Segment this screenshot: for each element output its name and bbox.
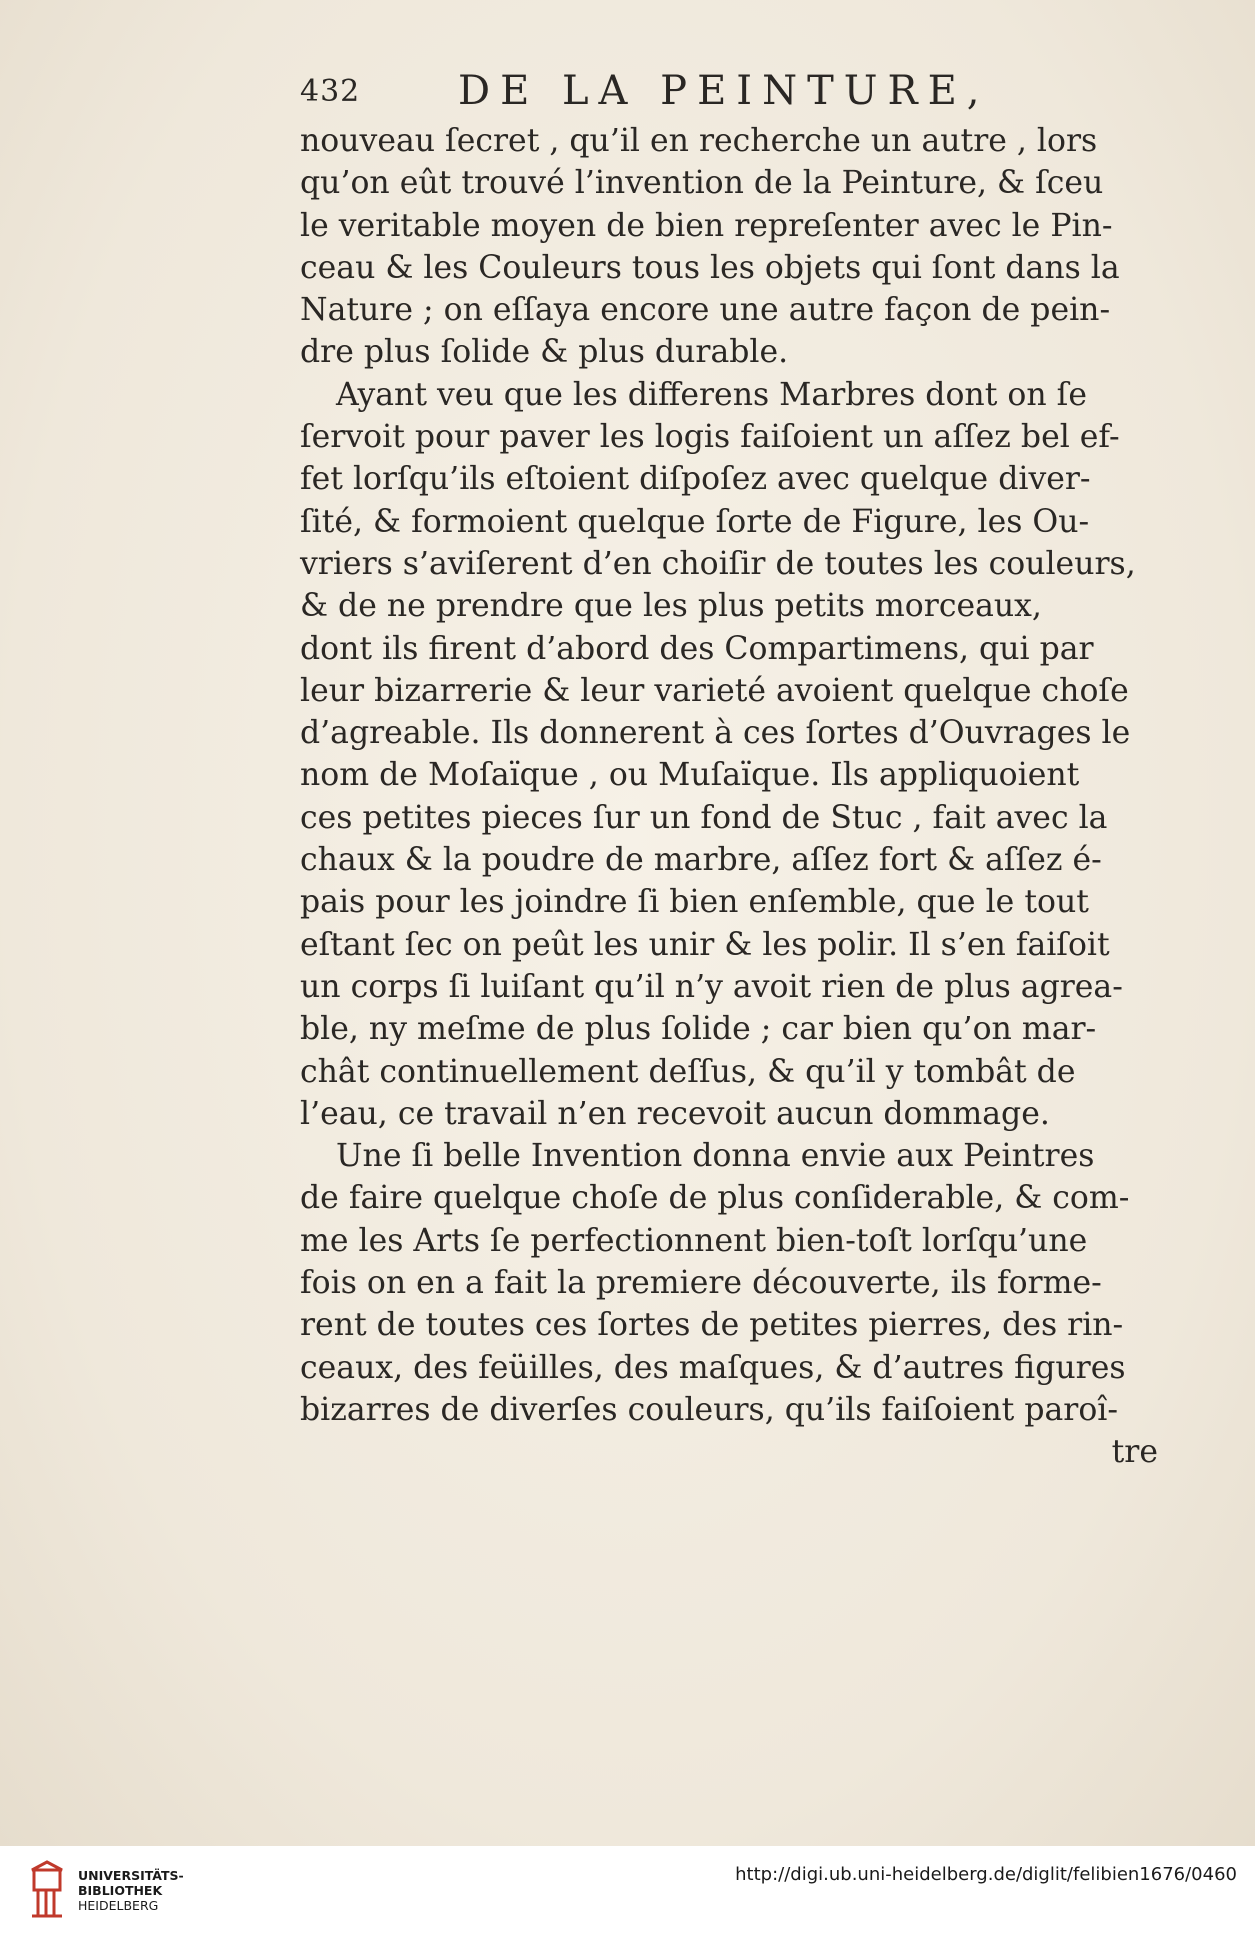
text-line: ceau & les Couleurs tous les objets qui ſont dans la: [300, 249, 1120, 286]
text-line: & de ne prendre que les plus petits morceaux,: [300, 588, 1042, 625]
text-line: fois on en a fait la premiere découverte, ils forme-: [300, 1265, 1102, 1302]
text-line: rent de toutes ces ſortes de petites pierres, des rin-: [300, 1307, 1124, 1344]
running-title: DE LA PEINTURE,: [458, 68, 990, 114]
text-line: Une ſi belle Invention donna envie aux Peintres: [336, 1138, 1095, 1175]
text-line: nom de Moſaïque , ou Muſaïque. Ils appliquoient: [300, 757, 1080, 794]
text-line: un corps ſi luiſant qu’il n’y avoit rien de plus agrea-: [300, 968, 1123, 1005]
text-line: ſervoit pour paver les logis faiſoient un aſſez bel ef-: [300, 419, 1120, 456]
text-line: bizarres de diverſes couleurs, qu’ils faiſoient paroî-: [300, 1391, 1119, 1428]
text-line: de faire quelque choſe de plus conſiderable, & com-: [300, 1180, 1130, 1217]
text-line: nouveau ſecret , qu’il en recherche un autre , lors: [300, 123, 1098, 159]
text-line: vriers s’aviſerent d’en choiſir de toutes les couleurs,: [300, 545, 1136, 582]
text-line: ſité, & formoient quelque ſorte de Figure, les Ou-: [300, 503, 1090, 540]
text-line: pais pour les joindre ſi bien enſemble, que le tout: [300, 884, 1089, 921]
text-line: fet lorſqu’ils eſtoient diſpoſez avec quelque diver-: [300, 461, 1091, 498]
library-logo[interactable]: [28, 1860, 184, 1920]
text-line: eſtant ſec on peût les unir & les polir. Il s’en faiſoit: [300, 926, 1110, 963]
text-line: l’eau, ce travail n’en recevoit aucun dommage.: [300, 1095, 1050, 1132]
text-line: le veritable moyen de bien repreſenter avec le Pin-: [300, 207, 1113, 244]
logo-line: HEIDELBERG: [78, 1898, 159, 1913]
text-line: ble, ny meſme de plus ſolide ; car bien qu’on mar-: [300, 1011, 1097, 1048]
logo-line: UNIVERSITÄTS-: [78, 1868, 184, 1883]
library-logo-icon: [28, 1860, 66, 1920]
text-line: dre plus ſolide & plus durable.: [300, 334, 789, 371]
text-line: Nature ; on eſſaya encore une autre façon de pein-: [300, 292, 1111, 329]
text-line: leur bizarrerie & leur varieté avoient quelque choſe: [300, 672, 1129, 709]
page-number: 432: [300, 74, 361, 109]
text-line: chaux & la poudre de marbre, aſſez fort & aſſez é-: [300, 842, 1102, 879]
text-line: qu’on eût trouvé l’invention de la Peinture, & ſceu: [300, 165, 1104, 202]
source-url-link[interactable]: http://digi.ub.uni-heidelberg.de/diglit/felibien1676/0460: [735, 1864, 1237, 1885]
text-line: ceaux, des feüilles, des maſques, & d’autres figures: [300, 1349, 1126, 1386]
text-line: dont ils firent d’abord des Compartimens, qui par: [300, 630, 1094, 667]
catchword: tre: [1111, 1434, 1158, 1471]
text-line: chât continuellement deſſus, & qu’il y tombât de: [300, 1053, 1076, 1090]
text-line: Ayant veu que les differens Marbres dont on ſe: [336, 376, 1087, 413]
footer-bar: [0, 1846, 1255, 1939]
text-line: me les Arts ſe perfectionnent bien-toſt lorſqu’une: [300, 1222, 1088, 1259]
text-line: ces petites pieces ſur un fond de Stuc , fait avec la: [300, 799, 1108, 836]
library-logo-text: [78, 1868, 184, 1913]
running-head: [300, 68, 1160, 118]
text-block: [300, 68, 1160, 1474]
logo-line: BIBLIOTHEK: [78, 1883, 163, 1898]
text-line: d’agreable. Ils donnerent à ces ſortes d’Ouvrages le: [300, 715, 1131, 752]
